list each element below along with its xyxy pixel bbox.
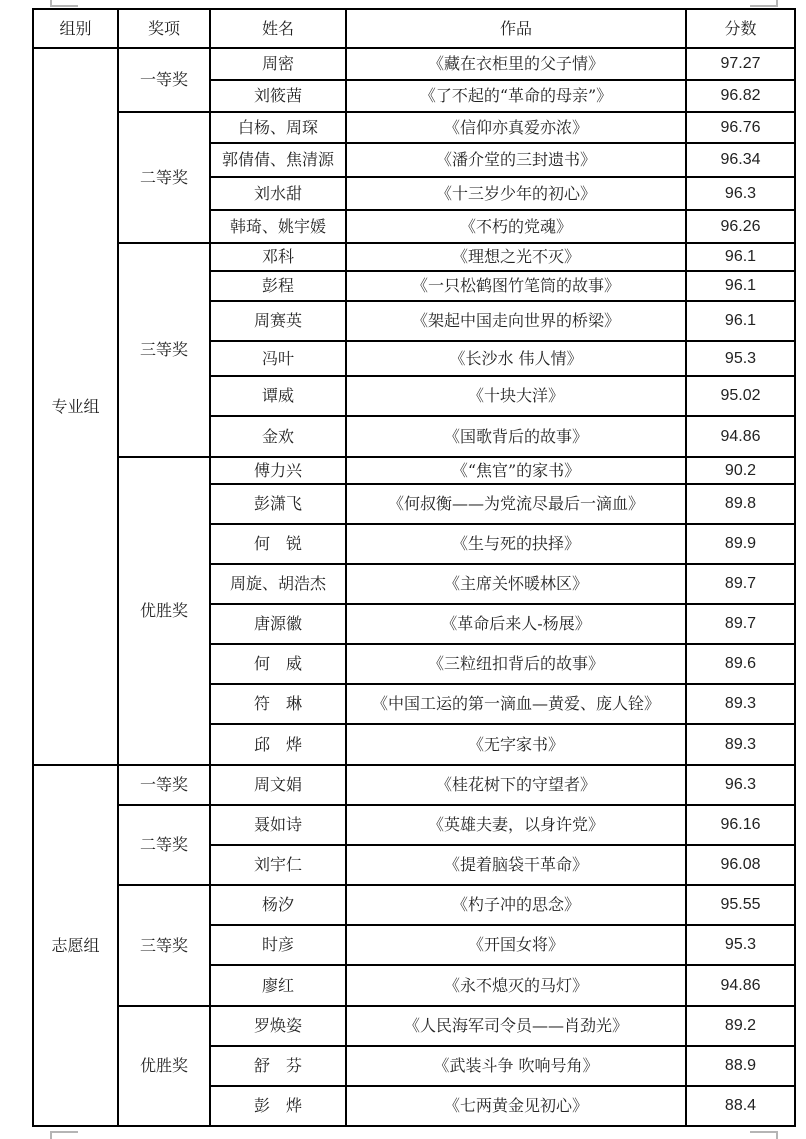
name-cell: 刘水甜 xyxy=(210,177,346,210)
name-cell: 冯叶 xyxy=(210,341,346,376)
score-cell: 89.7 xyxy=(686,564,795,604)
work-cell: 《一只松鹤图竹笔筒的故事》 xyxy=(346,271,686,301)
score-cell: 90.2 xyxy=(686,457,795,484)
score-cell: 89.3 xyxy=(686,684,795,724)
name-cell: 邱 烨 xyxy=(210,724,346,765)
work-cell: 《三粒纽扣背后的故事》 xyxy=(346,644,686,684)
work-cell: 《十块大洋》 xyxy=(346,376,686,416)
work-cell: 《理想之光不灭》 xyxy=(346,243,686,271)
table-row xyxy=(33,112,795,143)
score-cell: 89.7 xyxy=(686,604,795,644)
name-cell: 何 威 xyxy=(210,644,346,684)
group-cell: 志愿组 xyxy=(33,765,118,1126)
header-name: 姓名 xyxy=(210,9,346,48)
work-cell: 《开国女将》 xyxy=(346,925,686,965)
award-cell: 优胜奖 xyxy=(118,457,210,765)
score-cell: 96.3 xyxy=(686,765,795,805)
name-cell: 郭倩倩、焦清源 xyxy=(210,143,346,177)
work-cell: 《无字家书》 xyxy=(346,724,686,765)
work-cell: 《信仰亦真爱亦浓》 xyxy=(346,112,686,143)
name-cell: 彭程 xyxy=(210,271,346,301)
award-cell: 二等奖 xyxy=(118,805,210,885)
table-row xyxy=(33,765,795,805)
table-body xyxy=(33,48,795,1126)
name-cell: 韩琦、姚宇媛 xyxy=(210,210,346,243)
name-cell: 周密 xyxy=(210,48,346,80)
score-cell: 97.27 xyxy=(686,48,795,80)
award-cell: 优胜奖 xyxy=(118,1006,210,1126)
work-cell: 《“焦官”的家书》 xyxy=(346,457,686,484)
page-corner-mark-top-right xyxy=(750,0,778,7)
score-cell: 96.34 xyxy=(686,143,795,177)
name-cell: 舒 芬 xyxy=(210,1046,346,1086)
work-cell: 《生与死的抉择》 xyxy=(346,524,686,564)
awards-table xyxy=(32,8,796,1127)
score-cell: 96.1 xyxy=(686,301,795,341)
work-cell: 《国歌背后的故事》 xyxy=(346,416,686,457)
work-cell: 《十三岁少年的初心》 xyxy=(346,177,686,210)
name-cell: 谭威 xyxy=(210,376,346,416)
name-cell: 周旋、胡浩杰 xyxy=(210,564,346,604)
name-cell: 杨汐 xyxy=(210,885,346,925)
work-cell: 《永不熄灭的马灯》 xyxy=(346,965,686,1006)
name-cell: 时彦 xyxy=(210,925,346,965)
score-cell: 88.9 xyxy=(686,1046,795,1086)
score-cell: 88.4 xyxy=(686,1086,795,1126)
award-cell: 二等奖 xyxy=(118,112,210,243)
work-cell: 《革命后来人-杨展》 xyxy=(346,604,686,644)
work-cell: 《潘介堂的三封遗书》 xyxy=(346,143,686,177)
score-cell: 89.8 xyxy=(686,484,795,524)
name-cell: 刘宇仁 xyxy=(210,845,346,885)
score-cell: 96.08 xyxy=(686,845,795,885)
header-score: 分数 xyxy=(686,9,795,48)
table-row xyxy=(33,885,795,925)
page-corner-mark-top-left xyxy=(50,0,78,7)
name-cell: 彭 烨 xyxy=(210,1086,346,1126)
name-cell: 聂如诗 xyxy=(210,805,346,845)
work-cell: 《杓子冲的思念》 xyxy=(346,885,686,925)
table-row xyxy=(33,457,795,484)
table-row xyxy=(33,805,795,845)
work-cell: 《不朽的党魂》 xyxy=(346,210,686,243)
group-cell: 专业组 xyxy=(33,48,118,765)
score-cell: 94.86 xyxy=(686,416,795,457)
work-cell: 《七两黄金见初心》 xyxy=(346,1086,686,1126)
name-cell: 傅力兴 xyxy=(210,457,346,484)
name-cell: 金欢 xyxy=(210,416,346,457)
score-cell: 96.1 xyxy=(686,243,795,271)
name-cell: 符 琳 xyxy=(210,684,346,724)
score-cell: 96.1 xyxy=(686,271,795,301)
work-cell: 《何叔衡——为党流尽最后一滴血》 xyxy=(346,484,686,524)
name-cell: 罗焕姿 xyxy=(210,1006,346,1046)
score-cell: 95.02 xyxy=(686,376,795,416)
work-cell: 《了不起的“革命的母亲”》 xyxy=(346,80,686,112)
score-cell: 89.2 xyxy=(686,1006,795,1046)
score-cell: 96.76 xyxy=(686,112,795,143)
score-cell: 95.3 xyxy=(686,341,795,376)
work-cell: 《武装斗争 吹响号角》 xyxy=(346,1046,686,1086)
header-award: 奖项 xyxy=(118,9,210,48)
score-cell: 96.26 xyxy=(686,210,795,243)
table-row xyxy=(33,48,795,80)
award-cell: 三等奖 xyxy=(118,885,210,1006)
work-cell: 《英雄夫妻，以身许党》 xyxy=(346,805,686,845)
work-cell: 《藏在衣柜里的父子情》 xyxy=(346,48,686,80)
name-cell: 周文娟 xyxy=(210,765,346,805)
score-cell: 94.86 xyxy=(686,965,795,1006)
score-cell: 89.6 xyxy=(686,644,795,684)
name-cell: 廖红 xyxy=(210,965,346,1006)
table-row xyxy=(33,1006,795,1046)
name-cell: 何 锐 xyxy=(210,524,346,564)
name-cell: 邓科 xyxy=(210,243,346,271)
score-cell: 89.9 xyxy=(686,524,795,564)
name-cell: 唐源徽 xyxy=(210,604,346,644)
page-corner-mark-bottom-right xyxy=(750,1131,778,1139)
score-cell: 96.3 xyxy=(686,177,795,210)
work-cell: 《人民海军司令员——肖劲光》 xyxy=(346,1006,686,1046)
work-cell: 《桂花树下的守望者》 xyxy=(346,765,686,805)
score-cell: 89.3 xyxy=(686,724,795,765)
page-corner-mark-bottom-left xyxy=(50,1131,78,1139)
name-cell: 白杨、周琛 xyxy=(210,112,346,143)
award-cell: 一等奖 xyxy=(118,48,210,112)
name-cell: 彭潇飞 xyxy=(210,484,346,524)
score-cell: 95.3 xyxy=(686,925,795,965)
award-cell: 一等奖 xyxy=(118,765,210,805)
work-cell: 《架起中国走向世界的桥梁》 xyxy=(346,301,686,341)
name-cell: 周赛英 xyxy=(210,301,346,341)
score-cell: 96.16 xyxy=(686,805,795,845)
table-header-row xyxy=(33,9,795,48)
work-cell: 《中国工运的第一滴血—黄爱、庞人铨》 xyxy=(346,684,686,724)
header-group: 组别 xyxy=(33,9,118,48)
award-cell: 三等奖 xyxy=(118,243,210,457)
score-cell: 95.55 xyxy=(686,885,795,925)
table-row xyxy=(33,243,795,271)
work-cell: 《提着脑袋干革命》 xyxy=(346,845,686,885)
score-cell: 96.82 xyxy=(686,80,795,112)
name-cell: 刘筱茜 xyxy=(210,80,346,112)
work-cell: 《长沙水 伟人情》 xyxy=(346,341,686,376)
header-work: 作品 xyxy=(346,9,686,48)
work-cell: 《主席关怀暖林区》 xyxy=(346,564,686,604)
